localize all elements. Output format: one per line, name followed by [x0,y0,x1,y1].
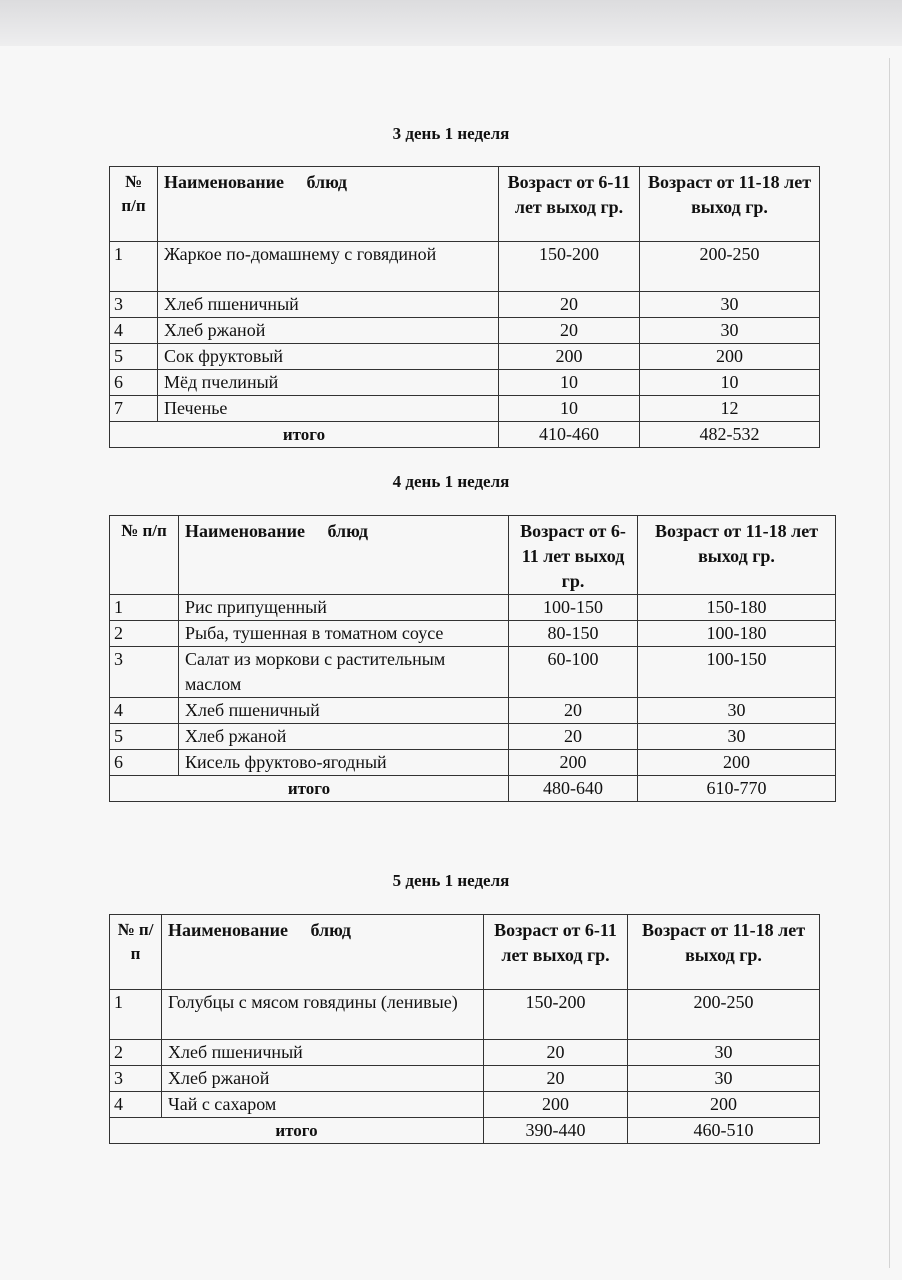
table-total-row [110,776,836,802]
total-age-11-18: 610-770 [638,776,836,802]
table-row [110,396,820,422]
header-dish-name: Наименование блюд [158,167,499,242]
portion-age-6-11: 20 [509,698,638,724]
day3-menu-table [109,166,820,448]
portion-age-11-18: 30 [638,724,836,750]
dish-name: Хлеб ржаной [162,1066,484,1092]
row-number: 5 [110,724,179,750]
portion-age-6-11: 20 [484,1066,628,1092]
row-number: 3 [110,647,179,698]
portion-age-11-18: 12 [640,396,820,422]
table-total-row [110,422,820,448]
page-edge [889,58,890,1268]
dish-name: Сок фруктовый [158,344,499,370]
dish-name: Хлеб ржаной [158,318,499,344]
portion-age-11-18: 200-250 [628,990,820,1040]
dish-name: Жаркое по-домашнему с говядиной [158,242,499,292]
portion-age-6-11: 20 [509,724,638,750]
table-row [110,724,836,750]
portion-age-6-11: 150-200 [484,990,628,1040]
table-row [110,750,836,776]
portion-age-6-11: 10 [499,396,640,422]
portion-age-11-18: 200 [638,750,836,776]
portion-age-6-11: 80-150 [509,621,638,647]
portion-age-11-18: 100-150 [638,647,836,698]
portion-age-6-11: 200 [484,1092,628,1118]
table-row [110,990,820,1040]
portion-age-6-11: 20 [499,292,640,318]
header-dish-name: Наименование блюд [179,516,509,595]
portion-age-11-18: 100-180 [638,621,836,647]
portion-age-6-11: 20 [484,1040,628,1066]
table-row [110,318,820,344]
table-row [110,344,820,370]
dish-name: Голубцы с мясом говядины (ленивые) [162,990,484,1040]
header-age-11-18: Возраст от 11-18 лет выход гр. [628,915,820,990]
portion-age-6-11: 200 [499,344,640,370]
header-number: № п/п [110,516,179,595]
portion-age-11-18: 150-180 [638,595,836,621]
total-age-6-11: 390-440 [484,1118,628,1144]
scan-top-strip [0,0,902,46]
portion-age-11-18: 200 [628,1092,820,1118]
table-row [110,595,836,621]
table-row [110,1066,820,1092]
table-row [110,647,836,698]
header-age-11-18: Возраст от 11-18 лет выход гр. [638,516,836,595]
row-number: 2 [110,1040,162,1066]
dish-name: Кисель фруктово-ягодный [179,750,509,776]
day5-title: 5 день 1 неделя [392,871,510,890]
table-row [110,621,836,647]
row-number: 1 [110,990,162,1040]
header-number: № п/п [110,167,158,242]
table-header-row [110,516,836,595]
row-number: 1 [110,242,158,292]
row-number: 4 [110,318,158,344]
portion-age-6-11: 10 [499,370,640,396]
total-age-11-18: 460-510 [628,1118,820,1144]
table-row [110,698,836,724]
dish-name: Рыба, тушенная в томатном соусе [179,621,509,647]
header-number: № п/п [110,915,162,990]
row-number: 3 [110,1066,162,1092]
total-label: итого [110,422,499,448]
row-number: 6 [110,370,158,396]
header-age-6-11: Возраст от 6-11 лет выход гр. [484,915,628,990]
row-number: 3 [110,292,158,318]
table-row [110,242,820,292]
row-number: 2 [110,621,179,647]
row-number: 5 [110,344,158,370]
dish-name: Хлеб пшеничный [162,1040,484,1066]
portion-age-11-18: 200 [640,344,820,370]
dish-name: Рис припущенный [179,595,509,621]
total-label: итого [110,1118,484,1144]
row-number: 6 [110,750,179,776]
header-age-6-11: Возраст от 6-11 лет выход гр. [509,516,638,595]
table-row [110,1040,820,1066]
table-row [110,292,820,318]
portion-age-11-18: 30 [628,1040,820,1066]
table-header-row [110,915,820,990]
dish-name: Салат из моркови с растительным маслом [179,647,509,698]
row-number: 1 [110,595,179,621]
header-age-11-18: Возраст от 11-18 лет выход гр. [640,167,820,242]
portion-age-11-18: 200-250 [640,242,820,292]
dish-name: Мёд пчелиный [158,370,499,396]
dish-name: Хлеб пшеничный [158,292,499,318]
total-label: итого [110,776,509,802]
header-age-6-11: Возраст от 6-11 лет выход гр. [499,167,640,242]
portion-age-11-18: 30 [638,698,836,724]
dish-name: Чай с сахаром [162,1092,484,1118]
portion-age-6-11: 150-200 [499,242,640,292]
day4-title: 4 день 1 неделя [392,472,510,491]
portion-age-11-18: 10 [640,370,820,396]
total-age-11-18: 482-532 [640,422,820,448]
row-number: 4 [110,1092,162,1118]
portion-age-11-18: 30 [628,1066,820,1092]
table-row [110,370,820,396]
total-age-6-11: 480-640 [509,776,638,802]
table-total-row [110,1118,820,1144]
day5-menu-table [109,914,820,1144]
total-age-6-11: 410-460 [499,422,640,448]
header-dish-name: Наименование блюд [162,915,484,990]
row-number: 7 [110,396,158,422]
portion-age-11-18: 30 [640,318,820,344]
portion-age-6-11: 20 [499,318,640,344]
portion-age-6-11: 100-150 [509,595,638,621]
day4-menu-table [109,515,836,802]
portion-age-6-11: 60-100 [509,647,638,698]
dish-name: Печенье [158,396,499,422]
dish-name: Хлеб ржаной [179,724,509,750]
portion-age-11-18: 30 [640,292,820,318]
row-number: 4 [110,698,179,724]
table-header-row [110,167,820,242]
day3-title: 3 день 1 неделя [392,124,510,143]
table-row [110,1092,820,1118]
portion-age-6-11: 200 [509,750,638,776]
dish-name: Хлеб пшеничный [179,698,509,724]
